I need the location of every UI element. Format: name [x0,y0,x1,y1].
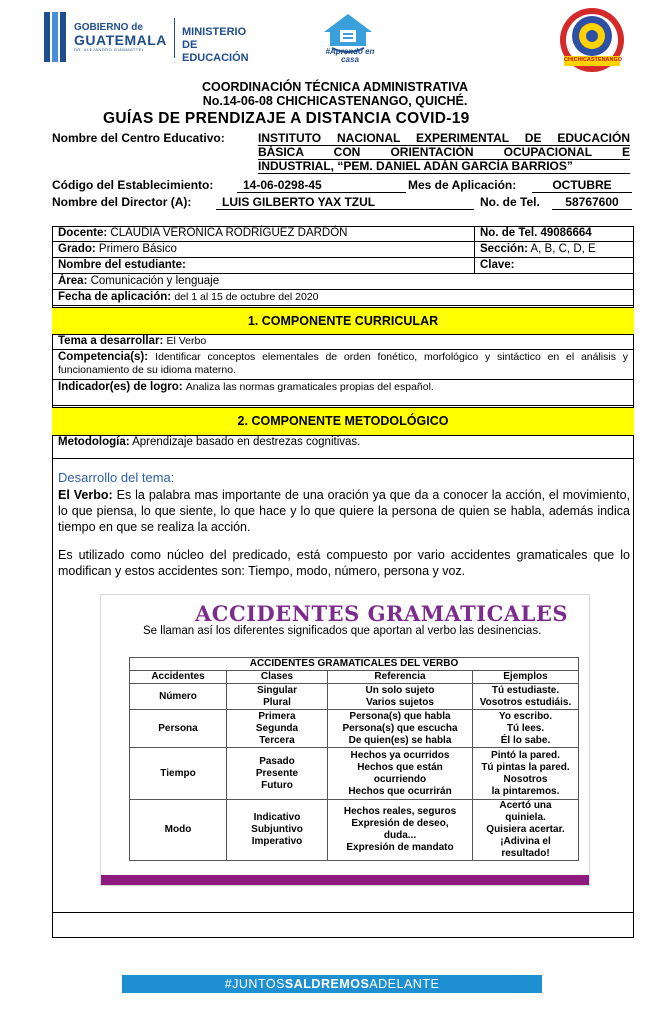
ejemplos-line: Vosotros estudiáis. [479,696,572,708]
accidente-cell [130,748,227,800]
clases-line: Futuro [261,779,293,791]
ejemplos-line: Tú pintas la pared. [481,761,570,773]
referencia-line: Varios sujetos [366,696,434,708]
accidentes-subtitle: Se llaman así los diferentes significados que aportan al verbo las desinencias. [143,625,542,637]
referencia-line: Persona(s) que habla [349,710,451,722]
componente-curricular-header: 1. COMPONENTE CURRICULAR [52,307,634,335]
referencia-line: ocurriendo [373,773,427,785]
coord-title [0,80,670,94]
clases-cell [227,710,328,748]
gob-line1: GOBIERNO de [74,22,143,33]
clases-cell [227,800,328,861]
verbo-definition: Es la palabra mas importante de una oración ya que da a conocer la acción, el movimiento, lo que piensa, lo que siente, lo que hace y lo que quiere la persona de quien se habla, además indica tiempo en que se realiza la acción. [58,488,630,534]
col-header-clases: Clases [227,671,328,684]
estudiante-row [52,258,634,274]
grado-label: Grado: [58,243,96,255]
grado-row [52,242,634,258]
centro-line3: INDUSTRIAL, “PEM. DANIEL ADÁN GARCÍA BARRIOS” [258,159,630,174]
tel-label: No. de Tel. [480,195,540,209]
tema-row: Tema a desarrollar: El Verbo [52,334,634,350]
docente-value: CLAUDIA VERONICA RODRÍGUEZ DARDÓN [110,227,348,239]
tema-value: El Verbo [166,335,207,347]
ejemplos-line: Yo escribo. [498,710,553,722]
docente-row [52,226,634,242]
indicador-value: Analiza las normas gramaticales propias del español. [185,381,434,393]
ejemplos-line: Acertó una [499,800,552,811]
ministerio-line1: MINISTERIO DE [182,26,247,51]
info-divider [474,226,475,274]
referencia-line: duda... [383,830,417,841]
logo-separator [174,18,175,58]
footer-part1: #JUNTOS [224,977,285,991]
docente-tel-label: No. de Tel. [480,227,538,239]
accidentes-row [130,800,579,861]
institute-seal-logo [556,6,628,74]
referencia-line: Hechos reales, seguros [343,806,457,817]
aprendo-en-casa-logo [318,12,378,64]
codigo-value: 14-06-0298-45 [237,178,406,193]
clases-line: Imperativo [251,836,303,847]
gob-line2: GUATEMALA [74,32,167,48]
competencia-value: Identificar conceptos elementales de orden fonético, morfológico y sintáctico en el análisis y funcionamiento de su idioma materno. [58,351,628,376]
footer-part3: ADELANTE [369,977,440,991]
clases-line: Indicativo [253,812,301,823]
col-header-referencia: Referencia [328,671,473,684]
referencia-cell [328,748,473,800]
ejemplos-line: la pintaremos. [491,785,560,797]
aprendo-en-casa-text: #Aprendo en casa [325,47,375,64]
director-label: Nombre del Director (A): [52,195,192,209]
guatemala-flag-icon [44,12,68,62]
table-bottom-divider [52,912,634,913]
figure-bottom-bar [101,875,589,885]
mes-label: Mes de Aplicación: [408,178,517,192]
ejemplos-cell [473,684,579,710]
ejemplos-cell [473,710,579,748]
clases-line: Tercera [259,734,295,746]
col-header-accidentes: Accidentes [130,671,227,684]
referencia-cell [328,684,473,710]
guias-title: GUÍAS DE PRENDIZAJE A DISTANCIA COVID-19 [103,110,470,127]
accidente-cell [130,800,227,861]
fecha-row [52,290,634,306]
accidentes-table-caption: ACCIDENTES GRAMATICALES DEL VERBO [130,658,579,671]
ministerio-text [182,26,264,65]
verbo-label: El Verbo: [58,488,113,502]
accidente-cell [130,710,227,748]
ejemplos-cell [473,800,579,861]
footer-part2: SALDREMOS [284,977,370,991]
ejemplos-line: ¡Adivina el [500,836,551,847]
desarrollo-heading: Desarrollo del tema: [58,470,175,485]
gear-seal-icon [556,6,628,74]
coord-title-text: COORDINACIÓN TÉCNICA ADMINISTRATIVA [202,80,468,94]
componente-metodologico-header: 2. COMPONENTE METODOLÓGICO [52,407,634,436]
centro-line2: BÁSICA CON ORIENTACIÓN OCUPACIONAL E [258,145,630,159]
seccion-label: Sección: [480,243,528,255]
accidentes-table-body [130,684,579,861]
referencia-line: Hechos que ocurrirán [348,785,452,797]
gob-line3: DR. ALEJANDRO GIAMMATTEI [74,47,144,52]
verbo-paragraph [58,487,630,535]
clave-label: Clave: [480,259,515,271]
gobierno-guatemala-logo [44,12,264,64]
clases-cell [227,748,328,800]
accidentes-row [130,684,579,710]
area-label: Área: [58,275,88,287]
accidentes-row [130,710,579,748]
area-row [52,274,634,290]
accidente-name: Persona [158,722,198,734]
director-value: LUIS GILBERTO YAX TZUL [216,195,474,210]
footer-banner [122,975,542,993]
nucleo-paragraph: Es utilizado como núcleo del predicado, está compuesto por vario accidentes gramaticales que lo modifican y estos accidentes son: Tiempo, modo, número, persona y voz. [58,548,630,578]
ejemplos-line: Tú estudiaste. [491,684,560,696]
clases-line: Plural [263,696,291,708]
tema-label: Tema a desarrollar [58,335,160,347]
docente-label: Docente: [58,227,108,239]
ministerio-line2: EDUCACIÓN [182,52,249,64]
referencia-line: Expresión de deseo, [351,818,449,829]
referencia-line: Hechos ya ocurridos [350,749,450,761]
clases-line: Singular [256,684,297,696]
referencia-line: Hechos que están [357,761,443,773]
ejemplos-line: Quisiera acertar. [486,824,565,835]
seccion-value: A, B, C, D, E [530,243,596,255]
tel-value: 58767600 [552,195,632,210]
accidentes-gramaticales-figure [100,594,590,886]
col-header-ejemplos: Ejemplos [473,671,579,684]
indicador-label: Indicador(es) de logro: [58,381,183,393]
competencia-row [52,350,634,380]
clases-line: Primera [258,710,296,722]
clases-line: Pasado [259,755,295,767]
no-title-text: No.14-06-08 CHICHICASTENANGO, QUICHÉ. [202,94,468,108]
referencia-cell [328,800,473,861]
clases-line: Segunda [255,722,299,734]
accidente-name: Número [159,690,197,702]
area-value: Comunicación y lenguaje [90,275,220,287]
clases-line: Subjuntivo [251,824,303,835]
accidente-cell [130,684,227,710]
referencia-line: Persona(s) que escucha [342,722,458,734]
codigo-label: Código del Establecimiento: [52,178,214,192]
ejemplos-line: Nosotros [503,773,548,785]
referencia-line: De quien(es) se habla [348,734,452,746]
ejemplos-line: Él lo sabe. [500,734,551,746]
ejemplos-line: Pintó la pared. [491,749,560,761]
referencia-cell [328,710,473,748]
centro-line1: INSTITUTO NACIONAL EXPERIMENTAL DE EDUCACIÓN [258,131,630,145]
ejemplos-cell [473,748,579,800]
ejemplos-line: quiniela. [505,812,546,823]
ejemplos-line: resultado! [501,848,550,859]
fecha-label: Fecha de aplicación: [58,291,172,303]
ejemplos-line: Tú lees. [506,722,545,734]
accidentes-row [130,748,579,800]
metodologia-label: Metodología: [58,436,130,448]
accidente-name: Modo [164,824,192,835]
no-title [0,94,670,108]
referencia-line: Expresión de mandato [346,842,454,853]
clases-line: Presente [255,767,299,779]
mes-value: OCTUBRE [532,178,632,193]
institute-seal-text: CHICHICASTENANGO [564,57,623,63]
centro-label: Nombre del Centro Educativo: [52,131,225,145]
clases-cell [227,684,328,710]
referencia-line: Un solo sujeto [365,684,435,696]
metodologia-row [52,435,634,459]
metodologia-value: Aprendizaje basado en destrezas cognitivas. [132,436,361,448]
grado-value: Primero Básico [98,243,177,255]
estudiante-label: Nombre del estudiante: [58,259,186,271]
accidentes-table [129,657,579,861]
fecha-value: del 1 al 15 de octubre del 2020 [174,291,319,303]
accidente-name: Tiempo [160,767,196,779]
indicador-row [52,380,634,406]
competencia-label: Competencia(s): [58,351,149,363]
accidentes-title: ACCIDENTES GRAMATICALES [195,601,569,626]
docente-tel-value: 49086664 [540,227,592,239]
